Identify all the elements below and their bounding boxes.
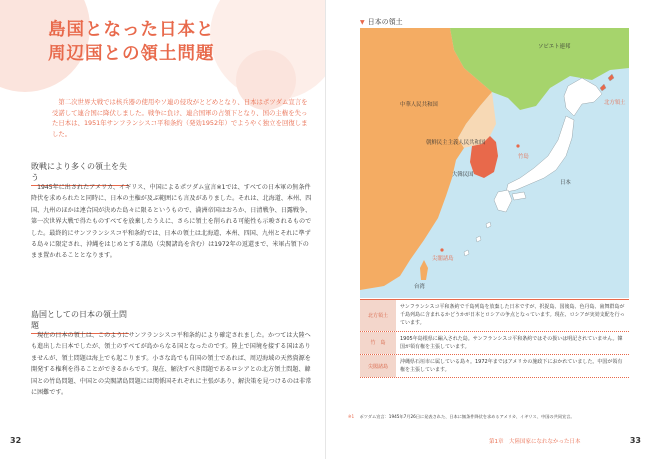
- table-row: [360, 355, 629, 378]
- table-row-label: 北方領土: [360, 300, 396, 331]
- footnote: [348, 414, 638, 420]
- table-row: [360, 332, 629, 355]
- page-number-left: 32: [10, 436, 22, 445]
- lead-paragraph: 第二次世界大戦では核兵器の使用やソ連の侵攻がとどめとなり、日本はポツダム宣言を受諾して連合国に降伏しました。戦争に負け、連合国軍の占領下となり、国の主権を失った日本は、1951年サンフランシスコ平和条約（発効1952年）でようやく独立を回復しました。: [52, 98, 308, 138]
- table-row: [360, 300, 629, 332]
- footnote-mark: ※1: [348, 414, 355, 419]
- ryukyu-islands: [464, 222, 491, 256]
- map-label-takeshima: 竹島: [518, 154, 529, 160]
- section-1-body: 1945年に出されたアメリカ、イギリス、中国によるポツダム宣言※1では、すべての日本軍の無条件降伏を求められたと同時に、日本の主権が及ぶ範囲にも言及がありました。それは、北海道、本州、四国、九州のほかは連合国が決めた島々に限るというもので、満洲帝国はおろか、日清戦争、日露戦争、第一次世界大戦で得たものすべてを放棄したうえに、さらに領土を削られる可能性も示唆されるものでした。最終的にサンフランシスコ平和条約では、日本の領土は北海道、本州、四国、九州とそれに準ずる島々に限定され、沖縄をはじめとする諸島（尖閣諸島を含む）は1972年の返還まで、米軍占領下のまま置かれることとなります。: [31, 184, 312, 260]
- map-label-taiwan: 台湾: [414, 284, 425, 290]
- territory-table: [360, 299, 629, 378]
- triangle-down-icon: ▼: [360, 18, 365, 26]
- northern-territories-islands: [600, 74, 614, 91]
- taiwan-island: [420, 260, 428, 280]
- section-heading-2-text: 島国としての日本の領土問題: [31, 310, 127, 330]
- map-heading: [360, 17, 403, 27]
- map-label-north-korea: 朝鮮民主主義人民共和国: [426, 140, 486, 146]
- map-heading-text: 日本の領土: [367, 18, 403, 26]
- map-svg: [360, 28, 629, 298]
- territory-map: [360, 28, 629, 298]
- takeshima-marker: [516, 144, 519, 147]
- table-row-label: 尖閣諸島: [360, 355, 396, 377]
- table-row-text: 1905年島根県に編入された島。サンフランシスコ平和条約ではその扱いは明記されていません。韓国が領有権を主張しています。: [400, 335, 623, 350]
- title-line-1: 島国となった日本と: [48, 20, 215, 40]
- map-label-soviet: ソビエト連邦: [538, 44, 571, 50]
- map-label-china: 中華人民共和国: [400, 102, 438, 108]
- map-label-japan: 日本: [560, 180, 571, 186]
- section-heading-1-text: 敗戦により多くの領土を失う: [31, 162, 127, 182]
- hokkaido-island: [564, 78, 602, 116]
- right-page: [325, 0, 650, 459]
- senkaku-marker: [440, 248, 443, 251]
- page-title: [48, 18, 308, 66]
- chapter-footer: 第1章 大陸国家になれなかった日本: [489, 439, 581, 445]
- section-2-body: 現在の日本の領土は、このようにサンフランシスコ平和条約により確定されました。かつては大陸へも進出した日本でしたが、領土のすべてが島からなる国となったのです。陸上で国境を接する国はありませんが、領土問題は海上でも起こります。小さな島でも自国の領土であれば、周辺海域の天然資源を開発する権利を得ることができるからです。現在、解決すべき問題であるロシアとの北方領土問題、韓国との竹島問題、中国との尖閣諸島問題には関係国それぞれに主張があり、解決策を見つけるのは非常に困難です。: [31, 332, 312, 397]
- kyushu-island: [494, 190, 512, 212]
- table-row-text: 沖縄県石垣市に属している島々。1972年まではアメリカの施政下におかれていました。中国が領有権を主張しています。: [400, 359, 623, 374]
- shikoku-island: [512, 192, 526, 200]
- page-number-right: 33: [629, 436, 641, 445]
- map-label-northern-territories: 北方領土: [604, 100, 626, 106]
- map-label-senkaku: 尖閣諸島: [432, 256, 454, 262]
- footnote-text: ポツダム宣言：1945年7月26日に発表された、日本に無条件降伏を求めるアメリカ、イギリス、中国の共同宣言。: [359, 414, 575, 419]
- table-row-label: 竹 島: [360, 332, 396, 354]
- title-line-2: 周辺国との領土問題: [48, 44, 215, 64]
- map-label-korea: 大韓民国: [452, 172, 474, 178]
- table-row-text: サンフランシスコ平和条約で千島列島を放棄した日本ですが、択捉島、国後島、色丹島、歯舞群島が千島列島に含まれるかどうかが日本とロシアの争点となっています。現在、ロシアが実効支配を行っています。: [400, 304, 625, 327]
